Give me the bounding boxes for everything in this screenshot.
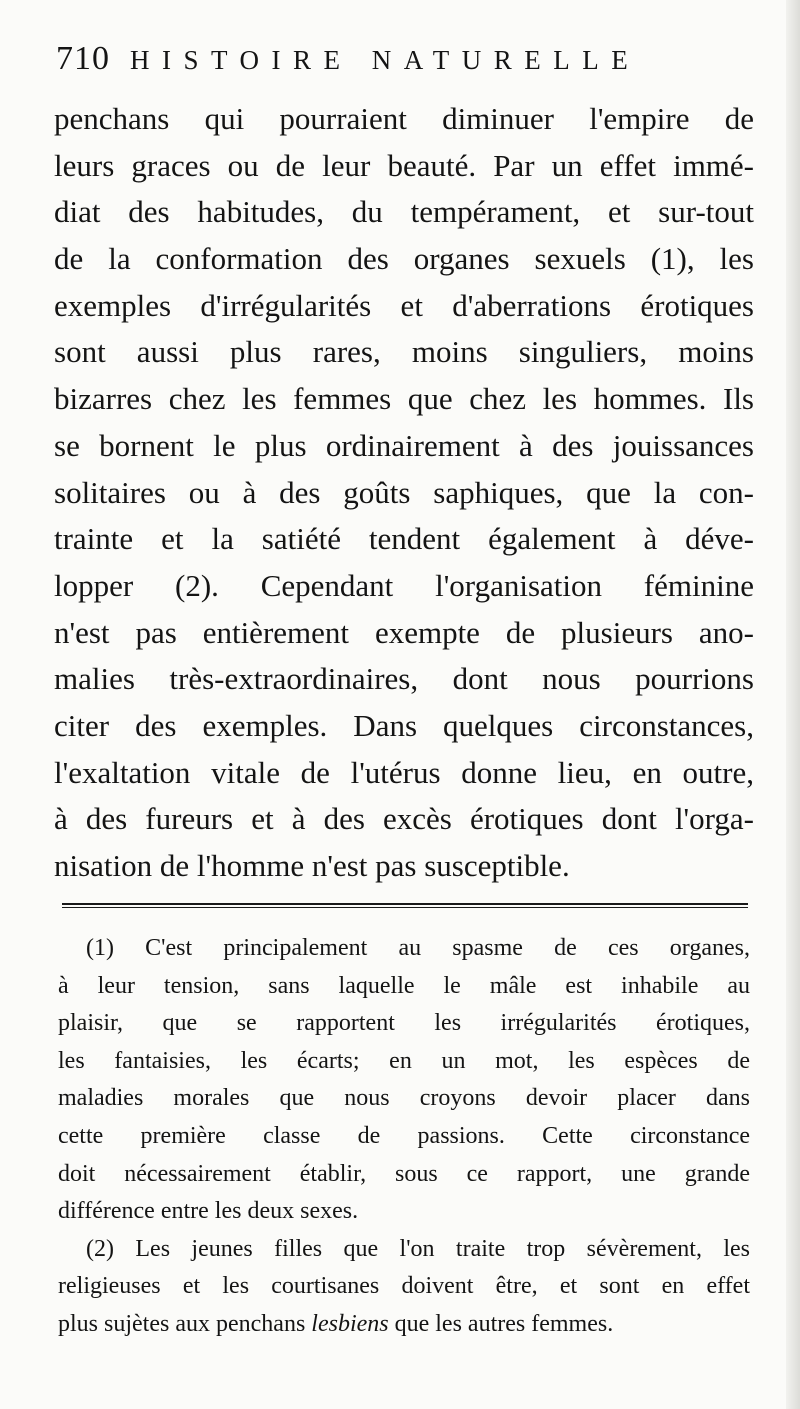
- footnote-2-line: [58, 1306, 750, 1344]
- page-number: 710: [56, 40, 110, 77]
- page-edge-shadow: [786, 0, 800, 1409]
- text-line: penchans qui pourraient diminuer l'empire de: [54, 101, 754, 136]
- footnote-1-line: les fantaisies, les écarts; en un mot, les espèces de: [58, 1047, 750, 1074]
- text-line: nisation de l'homme n'est pas susceptible.: [54, 848, 570, 883]
- text-line: sont aussi plus rares, moins singuliers, moins: [54, 334, 754, 370]
- text-line: de la conformation des organes sexuels (1), les: [54, 241, 754, 277]
- footnote-2-text: que les autres femmes.: [388, 1310, 614, 1337]
- text-line: à des fureurs et à des excès érotiques dont l'orga-: [54, 801, 754, 837]
- footnote-1-line: plaisir, que se rapportent les irrégularités érotiques,: [58, 1010, 750, 1037]
- text-line: l'exaltation vitale de l'utérus donne lieu, en outre,: [54, 754, 754, 790]
- text-line: se bornent le plus ordinairement à des jouissances: [54, 427, 754, 463]
- footnote-1-line: doit nécessairement établir, sous ce rapport, une grande: [58, 1160, 750, 1187]
- text-line: exemples d'irrégularités et d'aberrations érotiques: [54, 287, 754, 323]
- text-line: bizarres chez les femmes que chez les hommes. Ils: [54, 381, 754, 417]
- running-head: [56, 40, 736, 84]
- footnotes: [58, 930, 750, 1344]
- text-line: n'est pas entièrement exempte de plusieurs ano-: [54, 614, 754, 650]
- text-line: lopper (2). Cependant l'organisation féminine: [54, 567, 754, 603]
- footnote-rule: [62, 903, 748, 908]
- footnote-1-line: cette première classe de passions. Cette circonstance: [58, 1122, 750, 1149]
- footnote-1-line: maladies morales que nous croyons devoir placer dans: [58, 1085, 750, 1112]
- footnote-2-italic-word: lesbiens: [311, 1310, 389, 1337]
- text-line: leurs graces ou de leur beauté. Par un effet immé-: [54, 147, 754, 183]
- main-text: [54, 96, 754, 890]
- text-line: diat des habitudes, du tempérament, et sur-tout: [54, 194, 754, 230]
- footnote-2-line: religieuses et les courtisanes doivent être, et sont en effet: [58, 1273, 750, 1300]
- footnote-1-line: à leur tension, sans laquelle le mâle est inhabile au: [58, 972, 750, 999]
- text-line: malies très-extraordinaires, dont nous pourrions: [54, 661, 754, 697]
- footnote-2-line: (2) Les jeunes filles que l'on traite trop sévèrement, les: [86, 1235, 750, 1262]
- running-title: HISTOIRE NATURELLE: [130, 45, 641, 75]
- footnote-1-line: (1) C'est principalement au spasme de ces organes,: [86, 935, 750, 961]
- footnote-1-line: différence entre les deux sexes.: [58, 1198, 359, 1225]
- text-line: citer des exemples. Dans quelques circonstances,: [54, 707, 754, 743]
- text-line: trainte et la satiété tendent également à déve-: [54, 521, 754, 557]
- text-line: solitaires ou à des goûts saphiques, que la con-: [54, 474, 754, 510]
- footnote-2-text: plus sujètes aux penchans: [58, 1310, 312, 1337]
